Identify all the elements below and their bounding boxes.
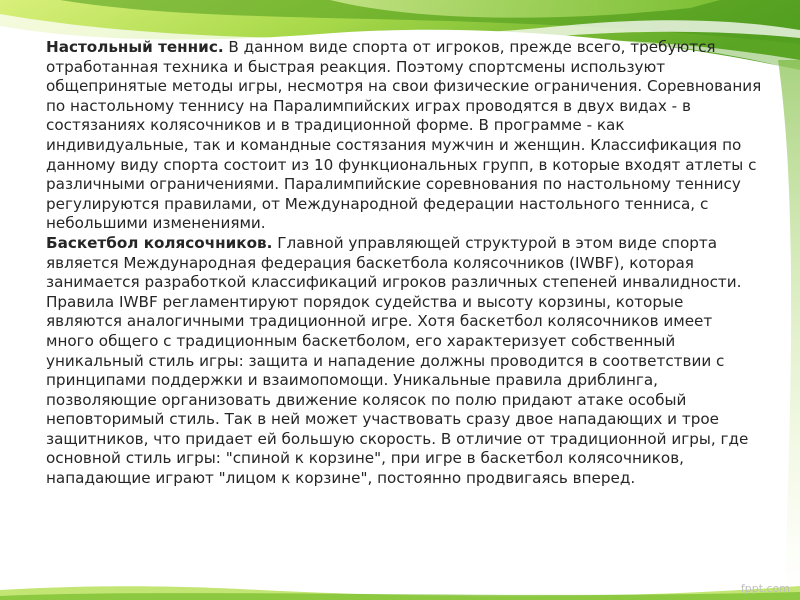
paragraph-wheelchair-basketball — [46, 234, 762, 489]
slide-body — [46, 38, 762, 489]
heading-wheelchair-basketball: Баскетбол колясочников. — [46, 233, 273, 252]
text-table-tennis: В данном виде спорта от игроков, прежде всего, требуются отработанная техника и быстрая реакция. Поэтому спортсмены используют общепринятые методы игры, несмотря на свои физические ограничения. Соревнования по настольному теннису на Паралимпийских играх проводятся в двух видах - в состязаниях колясочников и в традиционной форме. В программе - как индивидуальные, так и командные состязания мужчин и женщин. Классификация по данному виду спорта состоит из 10 функциональных групп, в которые входят атлеты с различными ограничениями. Паралимпийские соревнования по настольному теннису регулируются правилами, от Международной федерации настольного тенниса, с небольшими изменениями. — [46, 38, 762, 233]
text-wheelchair-basketball: Главной управляющей структурой в этом виде спорта является Международная федерация баскетбола колясочников (IWBF), которая занимается разработкой классификаций игроков различных степеней инвалидности. Правила IWBF регламентируют порядок судейства и высоту корзины, которые являются аналогичными традиционной игре. Хотя баскетбол колясочников имеет много общего с традиционным баскетболом, его характеризует собственный уникальный стиль игры: защита и нападение должны проводится в соответствии с принципами поддержки и взаимопомощи. Уникальные правила дриблинга, позволяющие организовать движение колясок по полю придают атаке особый неповторимый стиль. Так в ней может участвовать сразу двое нападающих и трое защитников, что придает ей большую скорость. В отличие от традиционной игры, где основной стиль игры: "спиной к корзине", при игре в баскетбол колясочников, нападающие играют "лицом к корзине", постоянно продвигаясь вперед. — [46, 233, 749, 488]
paragraph-table-tennis — [46, 38, 762, 234]
heading-table-tennis: Настольный теннис. — [46, 38, 224, 56]
watermark: fppt.com — [740, 582, 790, 595]
